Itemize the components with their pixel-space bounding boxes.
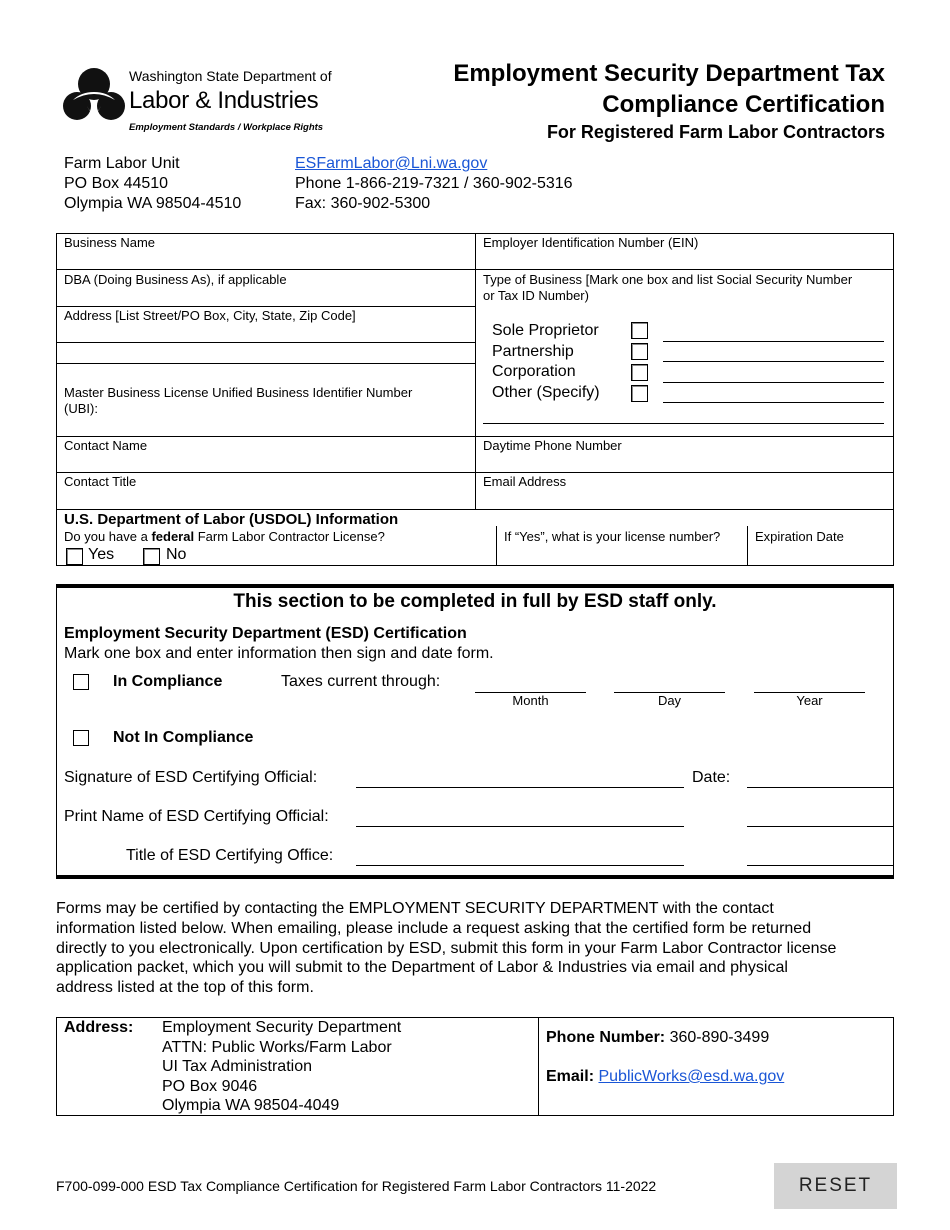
type-line-1: Type of Business [Mark one box and list Social Security Number — [483, 272, 853, 287]
lni-logo-icon — [63, 62, 125, 128]
month-label: Month — [512, 693, 549, 708]
lni-logo — [63, 62, 333, 137]
usdol-yes-checkbox[interactable] — [66, 548, 83, 565]
esd-email-link[interactable]: PublicWorks@esd.wa.gov — [598, 1068, 785, 1085]
type-corporation-label: Corporation — [492, 363, 576, 380]
esd-address-line-4: PO Box 9046 — [162, 1077, 258, 1095]
esd-instructions: Mark one box and enter information then sign and date form. — [64, 645, 494, 662]
contact-po-box: PO Box 44510 — [64, 175, 169, 192]
usdol-question — [64, 529, 385, 545]
type-partnership-label: Partnership — [492, 343, 574, 360]
signature-label: Signature of ESD Certifying Official: — [64, 769, 318, 786]
type-other-label: Other (Specify) — [492, 384, 600, 401]
esd-address-line-5: Olympia WA 98504-4049 — [162, 1097, 340, 1115]
lni-address — [64, 154, 241, 214]
ein-label: Employer Identification Number (EIN) — [483, 235, 699, 250]
business-name-label: Business Name — [64, 235, 156, 250]
contact-unit: Farm Labor Unit — [64, 155, 180, 172]
ubi-line-1: Master Business License Unified Business Identifier Number — [64, 385, 413, 400]
partnership-id-field[interactable] — [663, 361, 884, 362]
contact-title-label: Contact Title — [64, 474, 137, 489]
ubi-label — [64, 385, 412, 417]
form-id-footer: F700-099-000 ESD Tax Compliance Certification for Registered Farm Labor Contractors 11-2022 — [56, 1178, 657, 1194]
logo-dept-text: Washington State Department of — [129, 68, 332, 84]
partnership-checkbox[interactable] — [631, 343, 648, 360]
contact-name-label: Contact Name — [64, 438, 148, 453]
day-label: Day — [657, 693, 682, 708]
usdol-no-checkbox[interactable] — [143, 548, 160, 565]
usdol-q-post: Farm Labor Contractor License? — [194, 529, 385, 544]
esd-address-label: Address: — [64, 1019, 134, 1036]
usdol-q-bold: federal — [151, 529, 195, 544]
esd-address-line-2: ATTN: Public Works/Farm Labor — [162, 1038, 392, 1056]
other-checkbox[interactable] — [631, 385, 648, 402]
reset-button[interactable]: RESET — [774, 1163, 897, 1209]
in-compliance-checkbox[interactable] — [73, 674, 89, 690]
esd-address-line-1: Employment Security Department — [162, 1019, 402, 1036]
certification-instructions — [56, 899, 836, 998]
contact-email-link[interactable]: ESFarmLabor@Lni.wa.gov — [295, 155, 488, 172]
usdol-title: U.S. Department of Labor (USDOL) Information — [64, 511, 399, 528]
esd-section-heading: This section to be completed in full by ESD staff only. — [233, 591, 717, 612]
not-in-compliance-checkbox[interactable] — [73, 730, 89, 746]
dba-label: DBA (Doing Business As), if applicable — [64, 272, 287, 287]
usdol-no-label: No — [166, 546, 187, 563]
in-compliance-label: In Compliance — [113, 673, 223, 690]
esd-phone-value: 360-890-3499 — [665, 1029, 770, 1046]
esd-address — [162, 1018, 401, 1116]
email-address-label: Email Address — [483, 474, 567, 489]
other-specify-field[interactable] — [483, 423, 884, 424]
other-id-field[interactable] — [663, 402, 884, 403]
ubi-line-2: (UBI): — [64, 401, 98, 416]
page-title — [453, 58, 885, 120]
print-name-label: Print Name of ESD Certifying Official: — [64, 808, 329, 825]
type-sole-proprietor-label: Sole Proprietor — [492, 322, 599, 339]
print-name-extra-field[interactable] — [747, 826, 893, 827]
esd-phone — [546, 1028, 769, 1048]
usdol-yes-label: Yes — [88, 546, 115, 563]
instructions-line-3: directly to you electronically. Upon certification by ESD, submit this form in your Farm Labor Contractor license — [56, 939, 837, 957]
corporation-checkbox[interactable] — [631, 364, 648, 381]
title-office-extra-field[interactable] — [747, 865, 893, 866]
expiration-date-label: Expiration Date — [755, 529, 844, 544]
corporation-id-field[interactable] — [663, 382, 884, 383]
sole-proprietor-id-field[interactable] — [663, 341, 884, 342]
title-line-1: Employment Security Department Tax — [453, 60, 885, 87]
contact-city: Olympia WA 98504-4510 — [64, 195, 242, 212]
esd-email — [546, 1067, 784, 1087]
year-label: Year — [796, 693, 823, 708]
type-line-2: or Tax ID Number) — [483, 288, 589, 303]
not-in-compliance-label: Not In Compliance — [113, 729, 254, 746]
contact-phone: Phone 1-866-219-7321 / 360-902-5316 — [295, 175, 573, 192]
daytime-phone-label: Daytime Phone Number — [483, 438, 622, 453]
esd-phone-label: Phone Number: — [546, 1029, 666, 1046]
esd-cert-title: Employment Security Department (ESD) Certification — [64, 625, 467, 642]
page-subtitle: For Registered Farm Labor Contractors — [546, 122, 885, 142]
logo-tagline: Employment Standards / Workplace Rights — [129, 122, 324, 133]
print-name-field[interactable] — [356, 826, 684, 827]
taxes-current-label: Taxes current through: — [281, 673, 441, 690]
title-office-field[interactable] — [356, 865, 684, 866]
signature-field[interactable] — [356, 787, 684, 788]
contact-fax: Fax: 360-902-5300 — [295, 195, 431, 212]
usdol-q-pre: Do you have a — [64, 529, 152, 544]
logo-main-text: Labor & Industries — [129, 87, 319, 114]
sole-proprietor-checkbox[interactable] — [631, 322, 648, 339]
license-number-label: If “Yes”, what is your license number? — [504, 529, 721, 544]
date-label: Date: — [692, 769, 731, 786]
title-office-label: Title of ESD Certifying Office: — [126, 847, 334, 864]
address-label: Address [List Street/PO Box, City, State, Zip Code] — [64, 308, 356, 323]
type-of-business-label — [483, 272, 852, 304]
esd-email-label: Email: — [546, 1068, 595, 1085]
esd-address-line-3: UI Tax Administration — [162, 1058, 312, 1076]
instructions-line-5: address listed at the top of this form. — [56, 979, 314, 997]
date-field[interactable] — [747, 787, 893, 788]
instructions-line-1: Forms may be certified by contacting the EMPLOYMENT SECURITY DEPARTMENT with the contact — [56, 900, 774, 917]
instructions-line-2: information listed below. When emailing, please include a request asking that the certified form be returned — [56, 919, 812, 937]
instructions-line-4: application packet, which you will submit to the Department of Labor & Industries via email and physical — [56, 959, 788, 977]
title-line-2: Compliance Certification — [602, 91, 885, 118]
lni-contact-info — [295, 154, 573, 214]
